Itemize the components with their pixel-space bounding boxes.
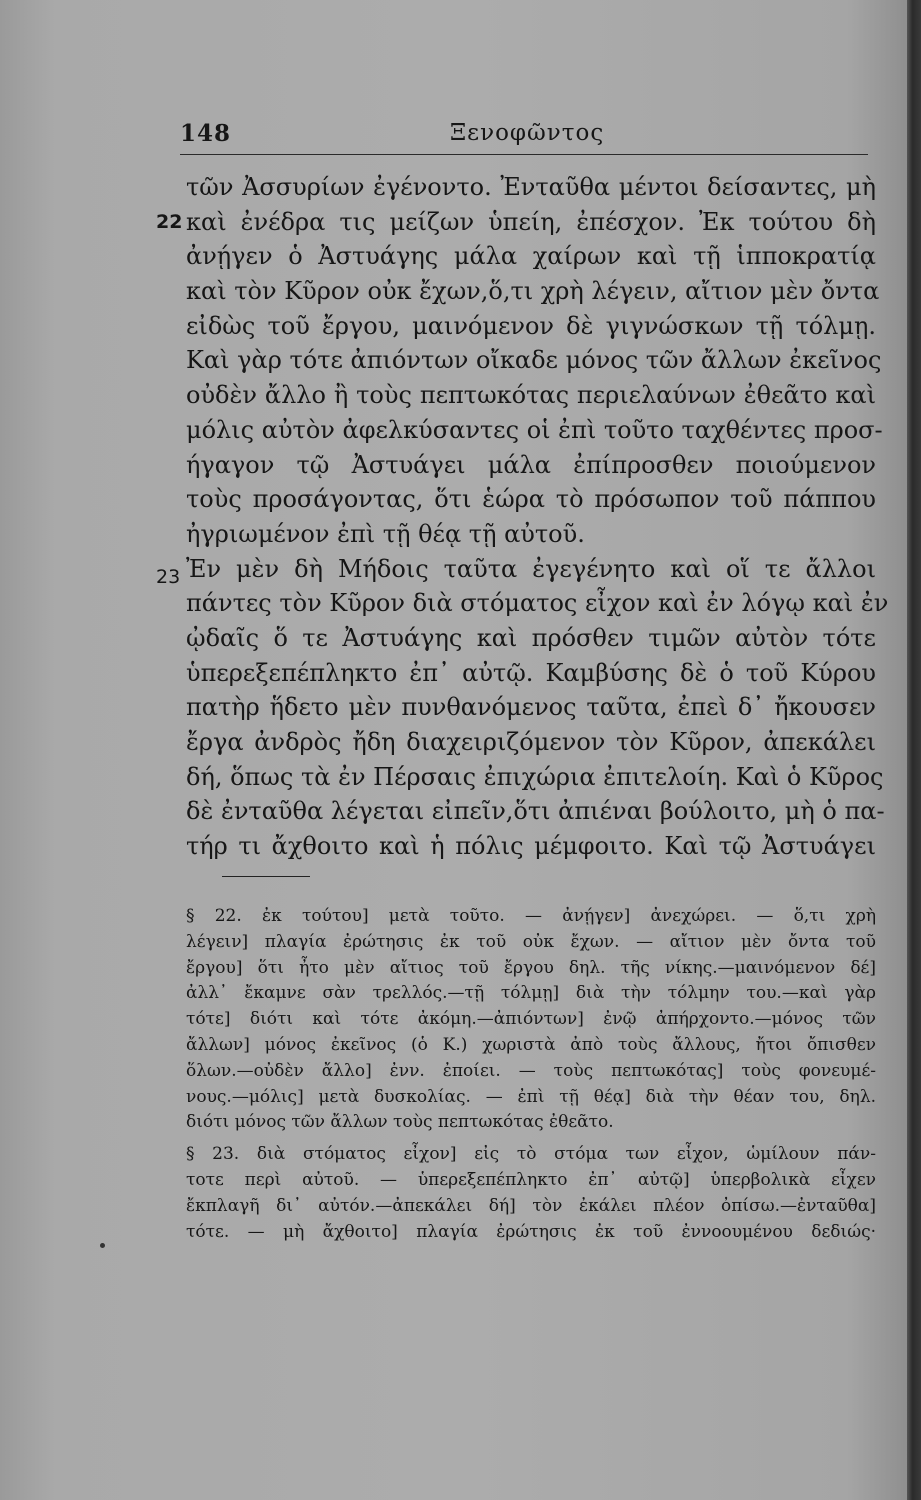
text-line: ἔργα ἀνδρὸς ἤδη διαχειριζόμενον τὸν Κῦρον, ἀπεκάλει bbox=[186, 728, 876, 756]
text-line: δή, ὅπως τὰ ἐν Πέρσαις ἐπιχώρια ἐπιτελοίη. Καὶ ὁ Κῦρος bbox=[186, 762, 884, 791]
text-line: τήρ τι ἄχθοιτο καὶ ἡ πόλις μέμφοιτο. Καὶ τῷ Ἀστυάγει bbox=[186, 832, 876, 861]
main-text bbox=[156, 170, 889, 864]
text-line: οὐδὲν ἄλλο ἢ τοὺς πεπτωκότας περιελαύνων ἐθεᾶτο καὶ bbox=[186, 381, 876, 410]
footnotes bbox=[186, 904, 876, 1245]
text-line: καὶ τὸν Κῦρον οὐκ ἔχων,ὅ,τι χρὴ λέγειν, αἴτιον μὲν ὄντα bbox=[186, 277, 880, 306]
note-line: § 23. διὰ στόματος εἶχον] εἰς τὸ στόμα των εἶχον, ὡμίλουν πάν- bbox=[186, 1144, 876, 1165]
note-line: τοτε περὶ αὐτοῦ. — ὑπερεξεπέπληκτο ἐπ᾽ αὐτῷ] ὑπερβολικὰ εἶχεν bbox=[186, 1169, 876, 1190]
text-line: 23 Ἐν μὲν δὴ Μήδοις ταῦτα ἐγεγένητο καὶ οἵ τε ἄλλοι bbox=[186, 552, 876, 587]
section-number: 23 bbox=[156, 565, 181, 588]
section-number: 22 bbox=[156, 210, 183, 233]
note-line: ἔργου] ὅτι ἦτο μὲν αἴτιος τοῦ ἔργου δηλ. τῆς νίκης.—μαινόμενον δέ] bbox=[186, 957, 876, 978]
text-line: ήγαγον τῷ Ἀστυάγει μάλα ἐπίπροσθεν ποιούμενον bbox=[186, 450, 876, 479]
text-line: ὑπερεξεπέπληκτο ἐπ᾽ αὐτῷ. Καμβύσης δὲ ὁ τοῦ Κύρου bbox=[186, 658, 876, 687]
note-line: τότε. — μὴ ἄχθοιτο] πλαγία ἐρώτησις ἐκ τοῦ ἐννοουμένου δεδιώς· bbox=[186, 1221, 876, 1242]
text-line: ἀνῄγεν ὁ Ἀστυάγης μάλα χαίρων καὶ τῇ ἱπποκρατίᾳ bbox=[186, 242, 876, 271]
note-line: § 22. ἐκ τούτου] μετὰ τοῦτο. — ἀνῄγεν] ἀνεχώρει. — ὅ,τι χρὴ bbox=[186, 906, 876, 926]
note-line: διότι μόνος τῶν ἄλλων τοὺς πεπτωκότας ἐθεᾶτο. bbox=[186, 1112, 614, 1133]
note-line: ἔκπλαγῆ δι᾽ αὐτόν.—ἀπεκάλει δή] τὸν ἐκάλει πλέον ὀπίσω.—ἐνταῦθα] bbox=[186, 1195, 876, 1216]
text-line: ᾠδαῖς ὅ τε Ἀστυάγης καὶ πρόσθεν τιμῶν αὐτὸν τότε bbox=[186, 623, 876, 652]
footnote-rule bbox=[222, 876, 310, 877]
text-line: ἠγριωμένον ἐπὶ τῇ θέᾳ τῇ αὐτοῦ. bbox=[186, 519, 585, 548]
note-line: νους.—μόλις] μετὰ δυσκολίας. — ἐπὶ τῇ θέᾳ] διὰ τὴν θέαν του, δηλ. bbox=[186, 1086, 876, 1107]
page-edge-shadow bbox=[907, 0, 921, 1500]
text-line: δὲ ἐνταῦθα λέγεται εἰπεῖν,ὅτι ἀπιέναι βούλοιτο, μὴ ὁ πα- bbox=[186, 797, 885, 826]
page-number: 148 bbox=[180, 120, 232, 147]
text-line: τῶν Ἀσσυρίων ἐγένοντο. Ἐνταῦθα μέντοι δείσαντες, μὴ bbox=[186, 173, 876, 201]
note-line: τότε] διότι καὶ τότε ἀκόμη.—ἀπιόντων] ἐνῷ ἀπήρχοντο.—μόνος τῶν bbox=[186, 1009, 876, 1030]
note-line: ἀλλ᾽ ἔκαμνε σὰν τρελλός.—τῇ τόλμῃ] διὰ τὴν τόλμην του.—καὶ γὰρ bbox=[186, 983, 876, 1004]
text-line: Καὶ γὰρ τότε ἀπιόντων οἴκαδε μόνος τῶν ἄλλων ἐκεῖνος bbox=[186, 346, 882, 375]
margin-speck bbox=[100, 1243, 105, 1248]
note-line: ἄλλων] μόνος ἐκεῖνος (ὁ Κ.) χωριστὰ ἀπὸ τοὺς ἄλλους, ἤτοι ὄπισθεν bbox=[186, 1034, 876, 1055]
note-line: ὅλων.—οὐδὲν ἄλλο] ἐνν. ἐποίει. — τοὺς πεπτωκότας] τοὺς φονευμέ- bbox=[186, 1060, 876, 1081]
text-line: εἰδὼς τοῦ ἔργου, μαινόμενον δὲ γιγνώσκων τῇ τόλμῃ. bbox=[186, 311, 876, 340]
running-header bbox=[180, 118, 868, 155]
text-line: μόλις αὐτὸν ἀφελκύσαντες οἱ ἐπὶ τοῦτο ταχθέντες προσ- bbox=[186, 415, 883, 444]
text-line: πάντες τὸν Κῦρον διὰ στόματος εἶχον καὶ ἐν λόγῳ καὶ ἐν bbox=[186, 589, 889, 618]
text-line: πατὴρ ἥδετο μὲν πυνθανόμενος ταῦτα, ἐπεὶ δ᾽ ἤκουσεν bbox=[186, 693, 876, 722]
text-line: τοὺς προσάγοντας, ὅτι ἑώρα τὸ πρόσωπον τοῦ πάππου bbox=[186, 485, 876, 514]
note-line: λέγειν] πλαγία ἐρώτησις ἐκ τοῦ οὐκ ἔχων. — αἴτιον μὲν ὄντα τοῦ bbox=[186, 931, 876, 952]
running-title: Ξενοφῶντος bbox=[450, 120, 605, 146]
text-line: 22 καὶ ἐνέδρα τις μείζων ὑπείη, ἐπέσχον. Ἐκ τούτου δὴ bbox=[186, 205, 876, 240]
